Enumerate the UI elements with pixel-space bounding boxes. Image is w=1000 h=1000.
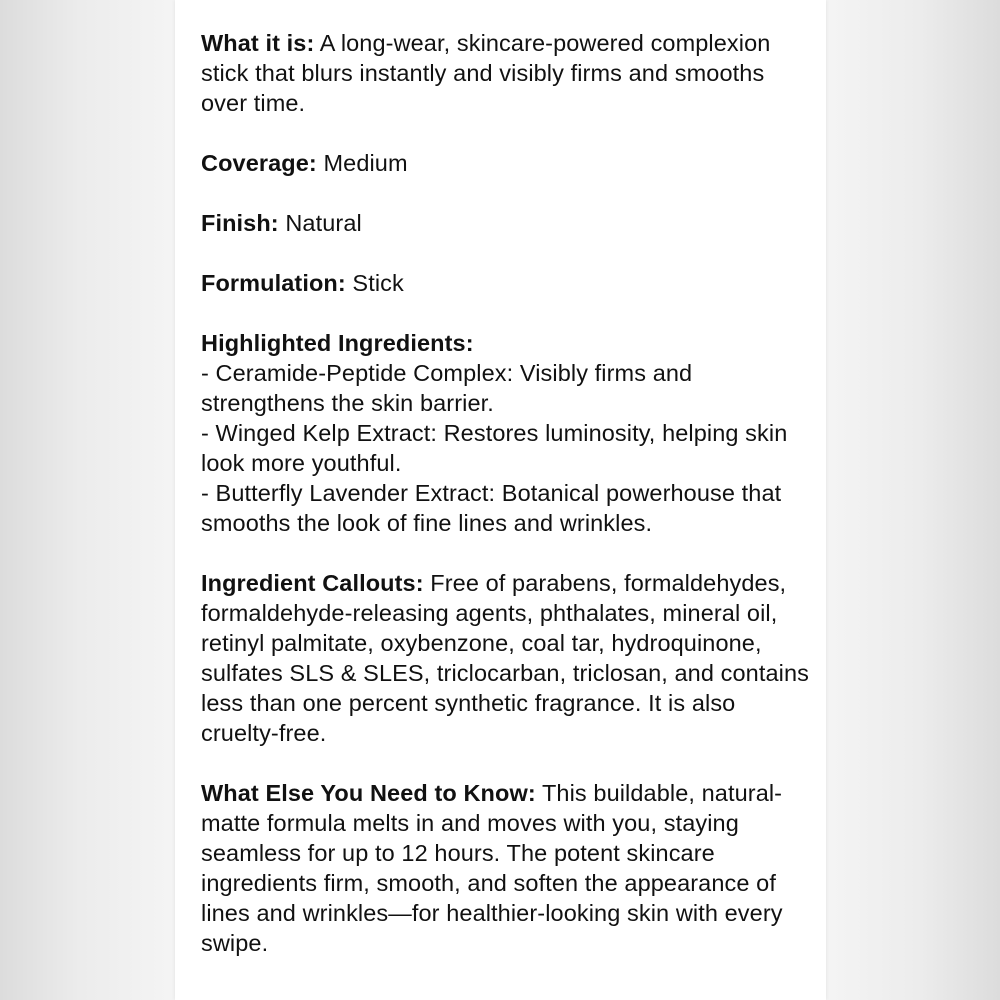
section-what-else	[201, 778, 811, 958]
section-highlighted-ingredients	[201, 328, 811, 538]
coverage-text: Medium	[316, 150, 408, 176]
ingredient-item: - Butterfly Lavender Extract: Botanical powerhouse that smooths the look of fine lines and wrinkles.	[201, 480, 782, 536]
formulation-label: Formulation:	[201, 270, 346, 296]
what-else-label: What Else You Need to Know:	[201, 780, 536, 806]
section-coverage	[201, 148, 811, 178]
ingredient-callouts-text: Free of parabens, formaldehydes, formaldehyde-releasing agents, phthalates, mineral oil, retinyl palmitate, oxybenzone, coal tar, hydroquinone, sulfates SLS & SLES, triclocarban, triclosan, and contains less than one percent synthetic fragrance. It is also cruelty-free.	[201, 570, 809, 746]
finish-label: Finish:	[201, 210, 279, 236]
ingredient-item: - Winged Kelp Extract: Restores luminosity, helping skin look more youthful.	[201, 420, 788, 476]
formulation-text: Stick	[345, 270, 404, 296]
ingredient-item: - Ceramide-Peptide Complex: Visibly firms and strengthens the skin barrier.	[201, 360, 693, 416]
document-page	[175, 0, 826, 1000]
section-formulation	[201, 268, 811, 298]
what-else-text: This buildable, natural-matte formula melts in and moves with you, staying seamless for up to 12 hours. The potent skincare ingredients firm, smooth, and soften the appearance of lines and wrinkles—for healthier-looking skin with every swipe.	[201, 780, 783, 956]
ingredient-callouts-label: Ingredient Callouts:	[201, 570, 424, 596]
section-ingredient-callouts	[201, 568, 811, 748]
highlighted-ingredients-label: Highlighted Ingredients:	[201, 330, 474, 356]
finish-text: Natural	[278, 210, 362, 236]
what-it-is-text: A long-wear, skincare-powered complexion stick that blurs instantly and visibly firms and smooths over time.	[201, 30, 771, 116]
what-it-is-label: What it is:	[201, 30, 315, 56]
coverage-label: Coverage:	[201, 150, 317, 176]
section-finish	[201, 208, 811, 238]
section-what-it-is	[201, 28, 811, 118]
product-details	[201, 28, 811, 988]
